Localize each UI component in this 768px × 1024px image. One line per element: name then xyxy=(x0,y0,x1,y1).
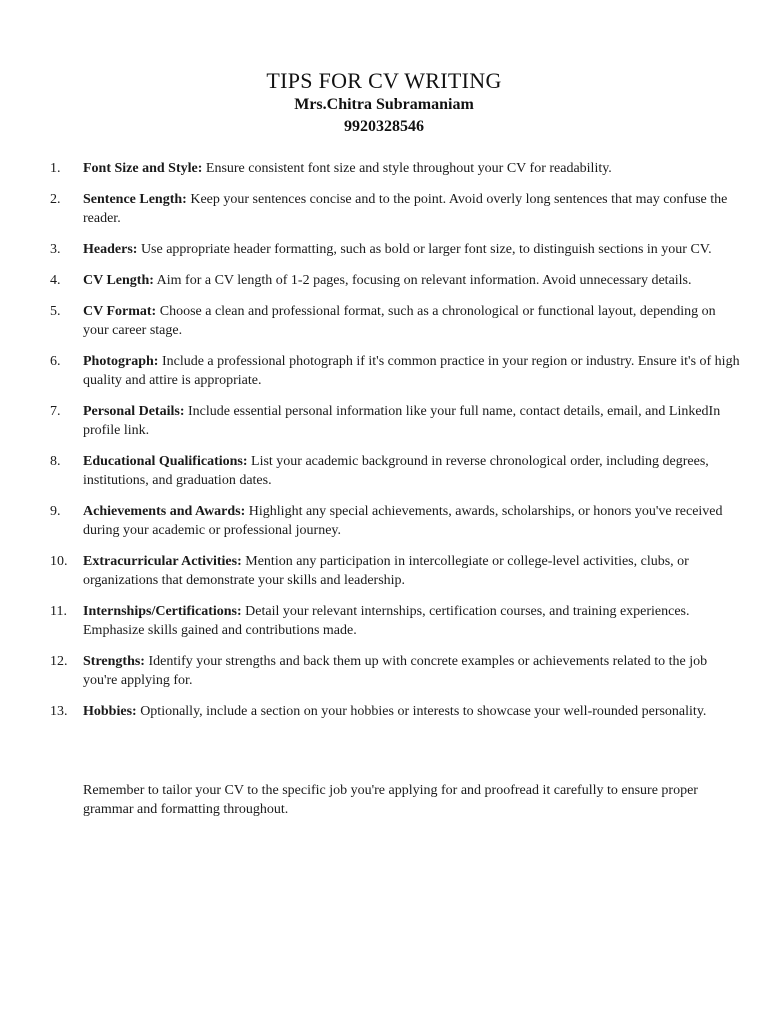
closing-paragraph: Remember to tailor your CV to the specific job you're applying for and proofread it carefully to ensure proper grammar and formatting throughout. xyxy=(83,783,698,817)
tip-heading: Hobbies: xyxy=(83,704,137,719)
tip-item xyxy=(50,190,740,228)
tip-text: Mention any participation in intercollegiate or college-level activities, clubs, or organizations that demonstrate your skills and leadership. xyxy=(83,554,689,588)
tip-item xyxy=(50,159,740,178)
tip-item xyxy=(50,652,740,690)
tip-item xyxy=(50,402,740,440)
tip-text: Include essential personal information like your full name, contact details, email, and LinkedIn profile link. xyxy=(83,404,721,438)
tip-item xyxy=(50,240,740,259)
tip-number: 1. xyxy=(50,161,61,176)
tip-item xyxy=(50,352,740,390)
tip-number: 3. xyxy=(50,242,61,257)
tip-text: Use appropriate header formatting, such as bold or larger font size, to distinguish sections in your CV. xyxy=(137,242,712,257)
document-header xyxy=(0,68,768,138)
tip-text: Optionally, include a section on your hobbies or interests to showcase your well-rounded personality. xyxy=(136,704,707,719)
tip-heading: CV Length: xyxy=(83,273,154,288)
author-phone: 9920328546 xyxy=(344,118,424,135)
tip-text: Ensure consistent font size and style throughout your CV for readability. xyxy=(202,161,612,176)
page-title: TIPS FOR CV WRITING xyxy=(266,68,502,93)
tip-text: Keep your sentences concise and to the point. Avoid overly long sentences that may confuse the reader. xyxy=(83,192,728,226)
tip-heading: Educational Qualifications: xyxy=(83,454,248,469)
tip-number: 13. xyxy=(50,704,68,719)
tip-heading: Internships/Certifications: xyxy=(83,604,242,619)
tip-item xyxy=(50,702,740,721)
tip-text: Include a professional photograph if it's common practice in your region or industry. Ensure it's of high quality and attire is appropriate. xyxy=(83,354,740,388)
tip-number: 9. xyxy=(50,504,61,519)
tip-heading: CV Format: xyxy=(83,304,157,319)
tip-number: 4. xyxy=(50,273,61,288)
tip-heading: Personal Details: xyxy=(83,404,185,419)
tip-number: 7. xyxy=(50,404,61,419)
tip-heading: Achievements and Awards: xyxy=(83,504,246,519)
tip-heading: Headers: xyxy=(83,242,138,257)
tip-number: 5. xyxy=(50,304,61,319)
tip-text: Highlight any special achievements, awards, scholarships, or honors you've received during your academic or professional journey. xyxy=(83,504,723,538)
tip-item xyxy=(50,552,740,590)
author-name: Mrs.Chitra Subramaniam xyxy=(294,96,474,113)
tip-number: 10. xyxy=(50,554,68,569)
tip-number: 6. xyxy=(50,354,61,369)
tip-item xyxy=(50,602,740,640)
tip-text: Choose a clean and professional format, such as a chronological or functional layout, depending on your career stage. xyxy=(83,304,716,338)
tip-item xyxy=(50,302,740,340)
tip-text: List your academic background in reverse chronological order, including degrees, institutions, and graduation dates. xyxy=(83,454,709,488)
tip-heading: Strengths: xyxy=(83,654,145,669)
tip-heading: Photograph: xyxy=(83,354,159,369)
tips-list xyxy=(50,159,740,733)
tip-item xyxy=(50,502,740,540)
tip-number: 11. xyxy=(50,604,67,619)
tip-item xyxy=(50,452,740,490)
tip-text: Detail your relevant internships, certification courses, and training experiences. Emphasize skills gained and contributions made. xyxy=(83,604,690,638)
tip-item xyxy=(50,271,740,290)
tip-heading: Sentence Length: xyxy=(83,192,187,207)
tip-number: 12. xyxy=(50,654,68,669)
tip-number: 2. xyxy=(50,192,61,207)
tip-heading: Font Size and Style: xyxy=(83,161,203,176)
tip-text: Identify your strengths and back them up with concrete examples or achievements related to the job you're applying for. xyxy=(83,654,708,688)
tip-text: Aim for a CV length of 1-2 pages, focusing on relevant information. Avoid unnecessary details. xyxy=(153,273,692,288)
tip-heading: Extracurricular Activities: xyxy=(83,554,242,569)
tip-number: 8. xyxy=(50,454,61,469)
